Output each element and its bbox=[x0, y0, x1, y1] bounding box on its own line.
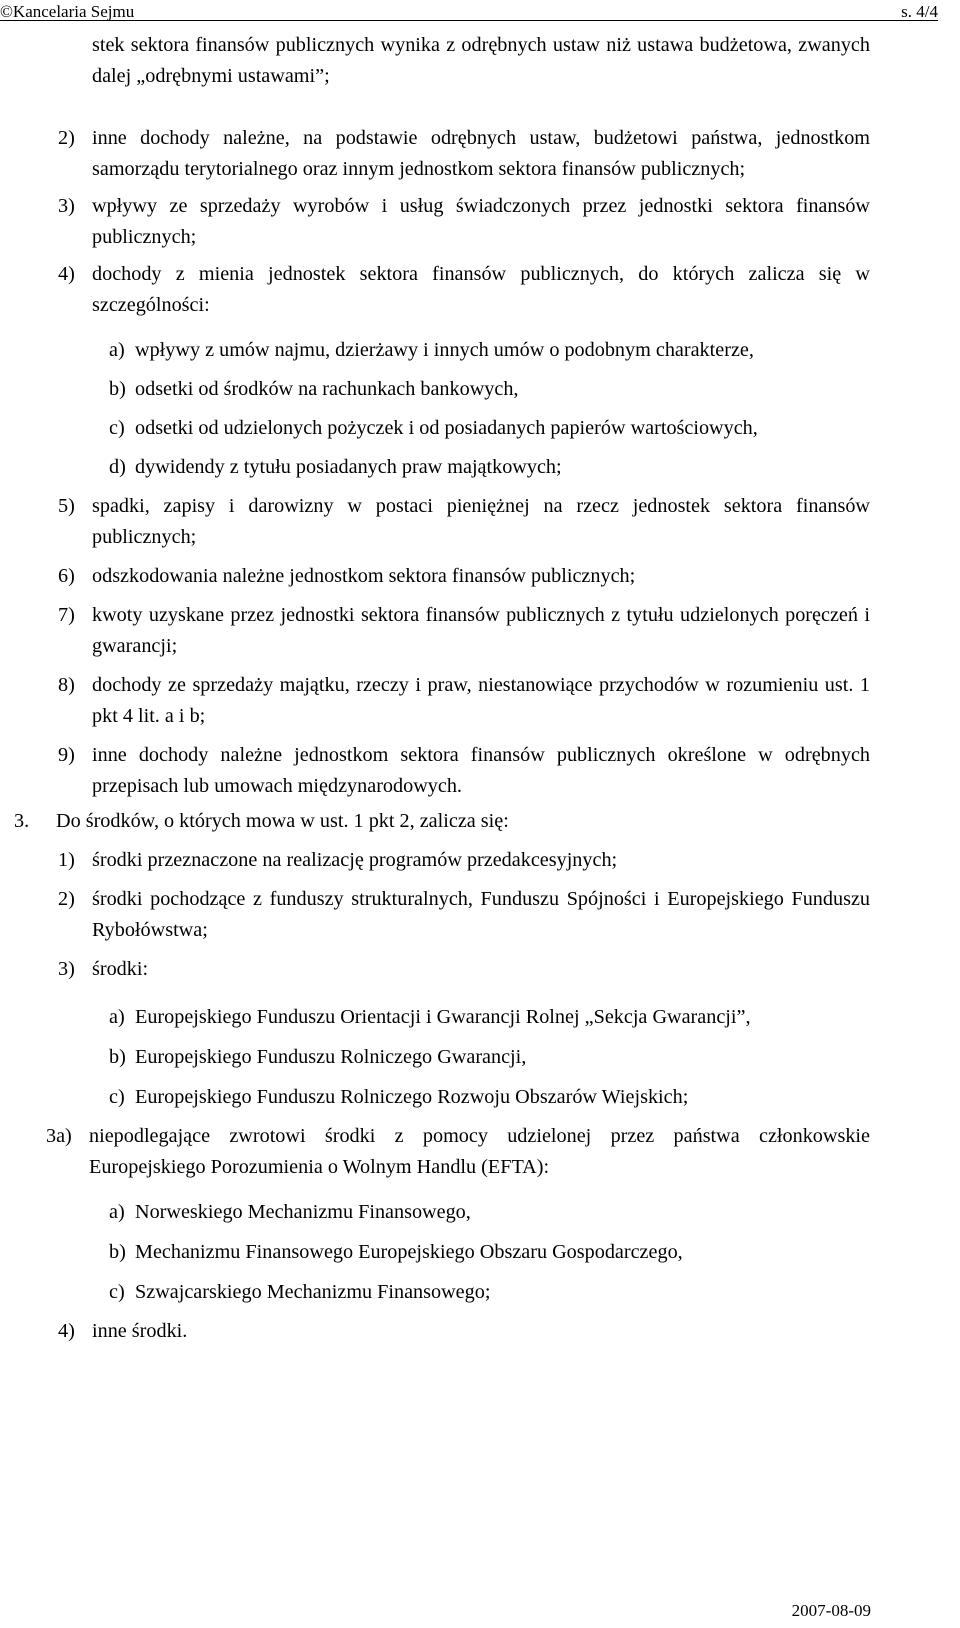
list-item-s3-3 bbox=[58, 954, 870, 985]
sub-letter: c) bbox=[109, 1281, 125, 1303]
document-body bbox=[0, 22, 960, 1347]
sub-letter: c) bbox=[109, 1086, 125, 1108]
sub-text: Europejskiego Funduszu Orientacji i Gwarancji Rolnej „Sekcja Gwarancji”, bbox=[135, 1006, 751, 1028]
sub-text: dywidendy z tytułu posiadanych praw majątkowych; bbox=[135, 456, 562, 478]
sub-letter: b) bbox=[109, 1046, 126, 1068]
list-item-3 bbox=[58, 191, 870, 253]
sub-item-3a-b bbox=[109, 1237, 870, 1268]
list-text: dochody z mienia jednostek sektora finansów publicznych, do których zalicza się w szczególności: bbox=[92, 263, 870, 316]
sub-item-3a-c bbox=[109, 1277, 870, 1308]
list-number: 7) bbox=[58, 604, 75, 626]
header-page-number: s. 4/4 bbox=[901, 2, 938, 21]
list-number: 8) bbox=[58, 674, 75, 696]
list-number: 3a) bbox=[46, 1125, 72, 1147]
sub-letter: c) bbox=[109, 417, 125, 439]
header-rule bbox=[0, 20, 938, 21]
list-text: środki przeznaczone na realizację programów przedakcesyjnych; bbox=[92, 849, 618, 871]
sub-text: odsetki od środków na rachunkach bankowych, bbox=[135, 378, 519, 400]
list-item-9 bbox=[58, 740, 870, 802]
list-number: 4) bbox=[58, 1320, 75, 1342]
sub-letter: d) bbox=[109, 456, 126, 478]
sub-item-3a-a bbox=[109, 1197, 870, 1228]
list-number: 1) bbox=[58, 849, 75, 871]
list-number: 2) bbox=[58, 888, 75, 910]
continuation-paragraph: stek sektora finansów publicznych wynika z odrębnych ustaw niż ustawa budżetowa, zwanych dalej „odrębnymi ustawami”; bbox=[92, 34, 870, 87]
sub-item-3a bbox=[109, 1002, 870, 1033]
sub-text: Szwajcarskiego Mechanizmu Finansowego; bbox=[135, 1281, 491, 1303]
sub-item-3b bbox=[109, 1042, 870, 1073]
section-text: Do środków, o których mowa w ust. 1 pkt 2, zalicza się: bbox=[56, 810, 509, 832]
section-number: 3. bbox=[14, 810, 30, 832]
sub-letter: a) bbox=[109, 1201, 125, 1223]
list-text: dochody ze sprzedaży majątku, rzeczy i praw, niestanowiące przychodów w rozumieniu ust. 1 pkt 4 lit. a i b; bbox=[92, 674, 870, 727]
sub-letter: b) bbox=[109, 1241, 126, 1263]
sub-text: Norweskiego Mechanizmu Finansowego, bbox=[135, 1201, 471, 1223]
list-number: 6) bbox=[58, 565, 75, 587]
list-text: odszkodowania należne jednostkom sektora finansów publicznych; bbox=[92, 565, 636, 587]
list-item-4 bbox=[58, 259, 870, 321]
list-text: inne środki. bbox=[92, 1320, 188, 1342]
list-text: wpływy ze sprzedaży wyrobów i usług świadczonych przez jednostki sektora finansów publicznych; bbox=[92, 195, 870, 248]
list-text: niepodlegające zwrotowi środki z pomocy udzielonej przez państwa członkowskie Europejskiego Porozumienia o Wolnym Handlu (EFTA): bbox=[89, 1125, 870, 1178]
list-text: kwoty uzyskane przez jednostki sektora finansów publicznych z tytułu udzielonych poręczeń i gwarancji; bbox=[92, 604, 870, 657]
list-item-8 bbox=[58, 670, 870, 732]
sub-item-4c bbox=[109, 413, 870, 444]
list-item-7 bbox=[58, 600, 870, 662]
sub-text: odsetki od udzielonych pożyczek i od posiadanych papierów wartościowych, bbox=[135, 417, 758, 439]
list-item-5 bbox=[58, 491, 870, 553]
section-3 bbox=[14, 806, 870, 837]
list-item-6 bbox=[58, 561, 870, 592]
list-text: spadki, zapisy i darowizny w postaci pieniężnej na rzecz jednostek sektora finansów publicznych; bbox=[92, 495, 870, 548]
list-number: 5) bbox=[58, 495, 75, 517]
sub-letter: b) bbox=[109, 378, 126, 400]
list-number: 2) bbox=[58, 127, 75, 149]
sub-letter: a) bbox=[109, 1006, 125, 1028]
list-number: 3) bbox=[58, 958, 75, 980]
header-copyright: ©Kancelaria Sejmu bbox=[0, 2, 135, 21]
list-number: 4) bbox=[58, 263, 75, 285]
list-item-s3-1 bbox=[58, 845, 870, 876]
sub-text: Europejskiego Funduszu Rolniczego Gwarancji, bbox=[135, 1046, 527, 1068]
list-text: środki: bbox=[92, 958, 149, 980]
list-text: inne dochody należne jednostkom sektora finansów publicznych określone w odrębnych przepisach lub umowach międzynarodowych. bbox=[92, 744, 870, 797]
list-item-3a bbox=[46, 1121, 870, 1183]
list-number: 3) bbox=[58, 195, 75, 217]
sub-item-4b bbox=[109, 374, 870, 405]
list-text: środki pochodzące z funduszy strukturalnych, Funduszu Spójności i Europejskiego Funduszu Rybołówstwa; bbox=[92, 888, 870, 941]
list-item-s3-2 bbox=[58, 884, 870, 946]
sub-letter: a) bbox=[109, 339, 125, 361]
list-number: 9) bbox=[58, 744, 75, 766]
sub-item-4a bbox=[109, 335, 870, 366]
sub-item-4d bbox=[109, 452, 870, 483]
sub-item-3c bbox=[109, 1082, 870, 1113]
sub-text: wpływy z umów najmu, dzierżawy i innych umów o podobnym charakterze, bbox=[135, 339, 754, 361]
list-item-s3-4 bbox=[58, 1316, 870, 1347]
list-text: inne dochody należne, na podstawie odrębnych ustaw, budżetowi państwa, jednostkom samorządu terytorialnego oraz innym jednostkom sektora finansów publicznych; bbox=[92, 127, 870, 180]
sub-text: Mechanizmu Finansowego Europejskiego Obszaru Gospodarczego, bbox=[135, 1241, 683, 1263]
list-item-2 bbox=[58, 123, 870, 185]
sub-text: Europejskiego Funduszu Rolniczego Rozwoju Obszarów Wiejskich; bbox=[135, 1086, 689, 1108]
footer-date: 2007-08-09 bbox=[791, 1601, 871, 1620]
